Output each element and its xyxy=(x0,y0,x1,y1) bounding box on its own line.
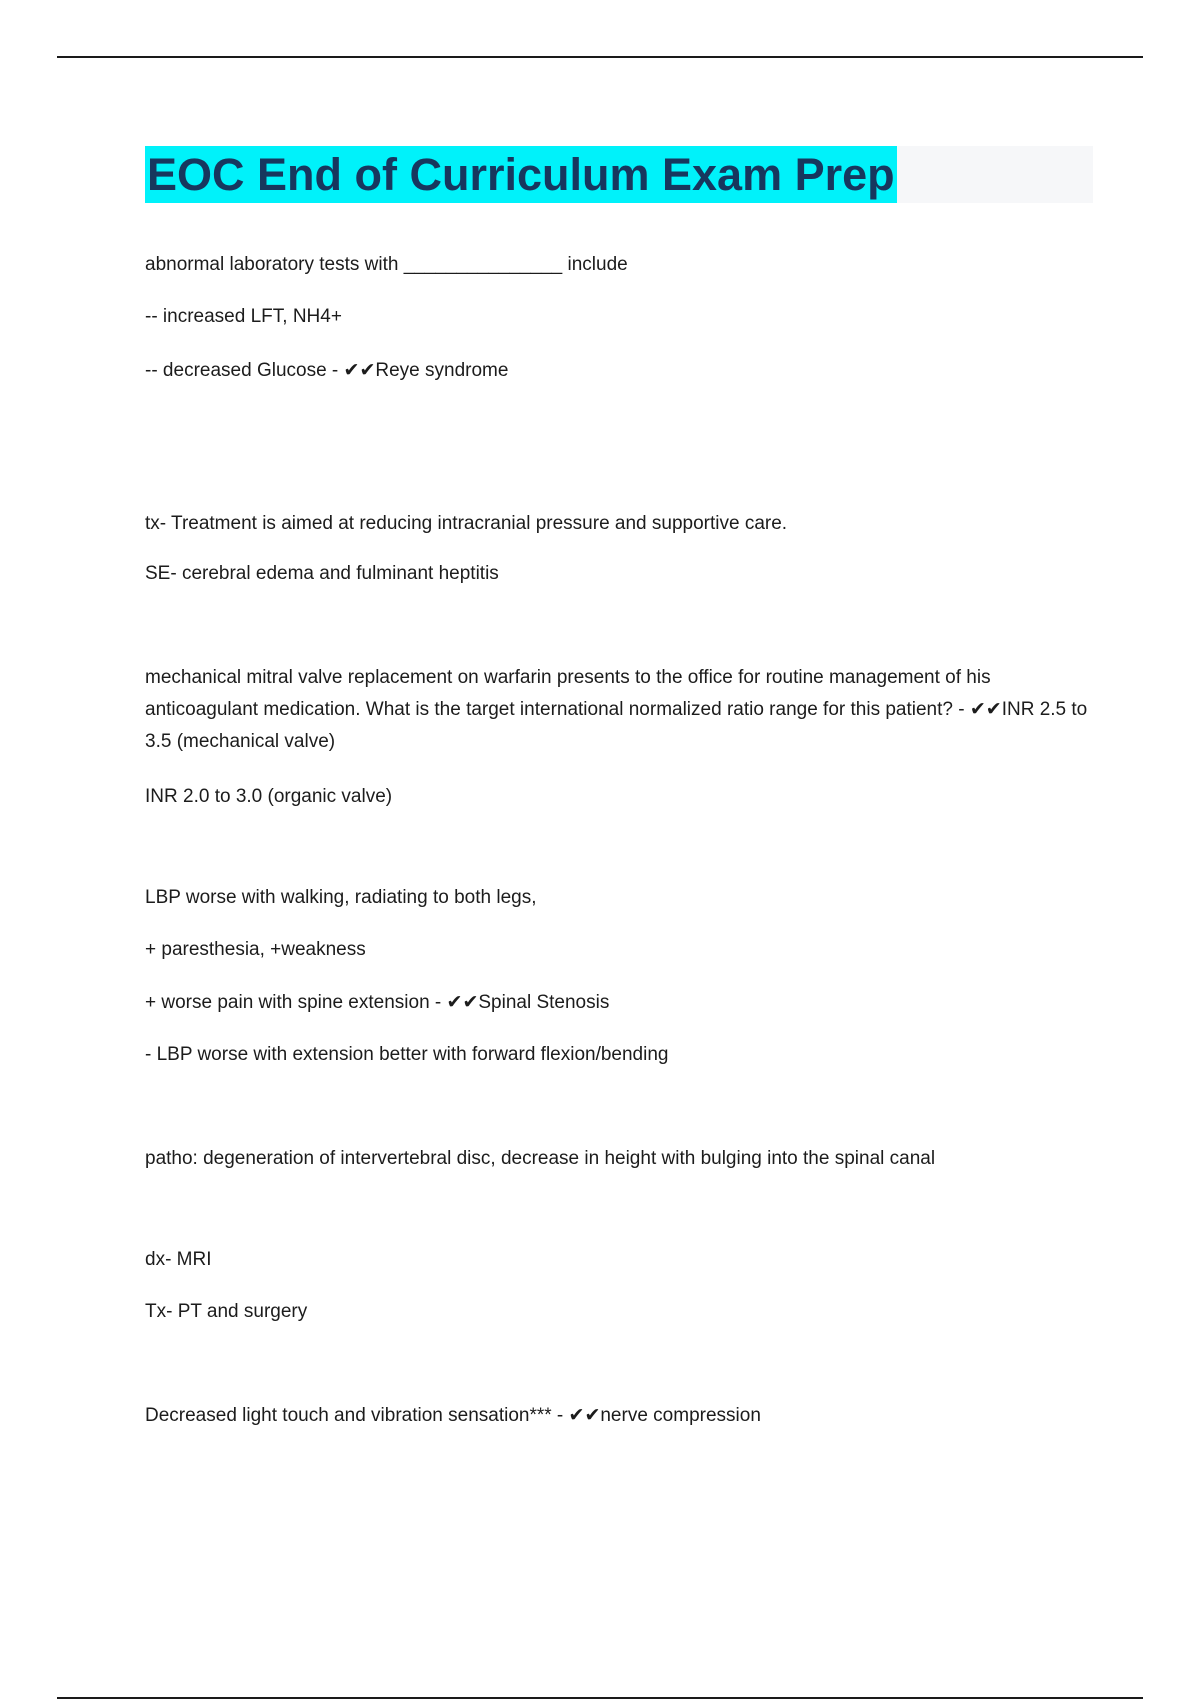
text-line-12: patho: degeneration of intervertebral disc, decrease in height with bulging into the spinal canal xyxy=(145,1148,936,1169)
text-line-1: abnormal laboratory tests with _______________ include xyxy=(145,254,628,275)
text-paragraph-6: mechanical mitral valve replacement on warfarin presents to the office for routine management of his anticoagulant medication. What is the target international normalized ratio range for this patient? - ✔✔INR 2.5 to 3.5 (mechanical valve) xyxy=(145,667,1088,752)
text-line-14: Tx- PT and surgery xyxy=(145,1301,308,1322)
text-line-15: Decreased light touch and vibration sensation*** - ✔✔nerve compression xyxy=(145,1405,761,1426)
text-line-8: LBP worse with walking, radiating to both legs, xyxy=(145,887,537,908)
text-line-3: -- decreased Glucose - ✔✔Reye syndrome xyxy=(145,360,509,381)
text-line-9: + paresthesia, +weakness xyxy=(145,939,366,960)
header-rule xyxy=(57,56,1143,58)
document-title: EOC End of Curriculum Exam Prep xyxy=(145,146,897,203)
text-line-5: SE- cerebral edema and fulminant heptitis xyxy=(145,563,499,584)
text-line-11: - LBP worse with extension better with forward flexion/bending xyxy=(145,1044,669,1065)
text-line-4: tx- Treatment is aimed at reducing intracranial pressure and supportive care. xyxy=(145,513,788,534)
text-line-10: + worse pain with spine extension - ✔✔Spinal Stenosis xyxy=(145,992,610,1013)
footer-rule xyxy=(57,1697,1143,1699)
text-line-13: dx- MRI xyxy=(145,1249,212,1270)
text-line-7: INR 2.0 to 3.0 (organic valve) xyxy=(145,786,393,807)
text-line-2: -- increased LFT, NH4+ xyxy=(145,306,342,327)
